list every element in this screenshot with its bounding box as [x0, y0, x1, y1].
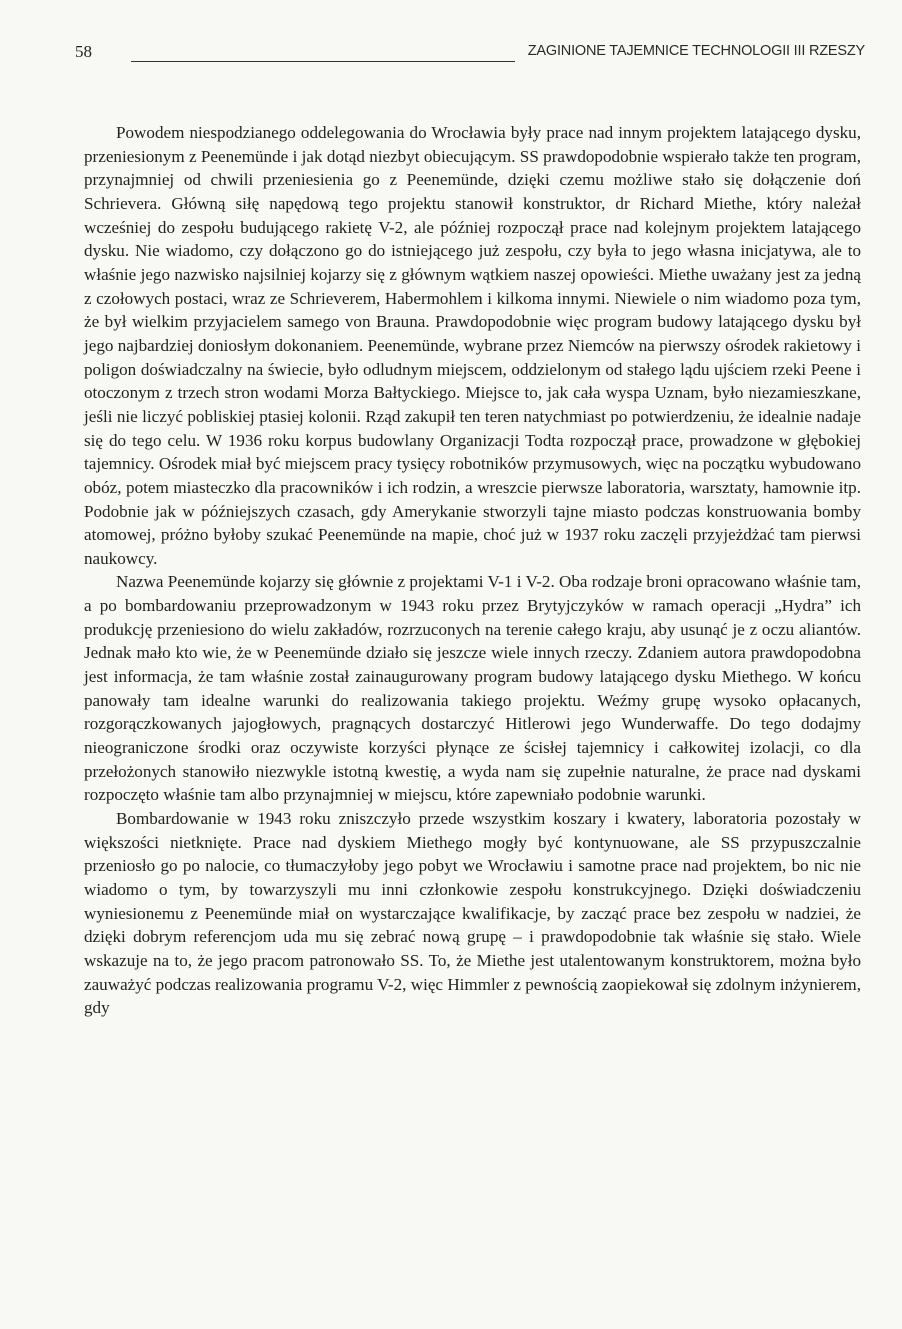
- page-number: 58: [75, 42, 92, 61]
- paragraph: Powodem niespodzianego oddelegowania do Wrocławia były prace nad innym projektem latającego dysku, przeniesionym z Peenemünde i jak dotąd niezbyt obiecującym. SS prawdopodobnie wspierało także ten program, przynajmniej od chwili przeniesienia go z Peenemünde, dzięki czemu możliwe stało się dołączenie doń Schrievera. Główną siłę napędową tego projektu stanowił konstruktor, dr Richard Miethe, który należał wcześniej do zespołu budującego rakietę V-2, ale później rozpoczął prace nad kolejnym projektem latającego dysku. Nie wiadomo, czy dołączono go do istniejącego już zespołu, czy była to jego własna inicjatywa, ale to właśnie jego nazwisko najsilniej kojarzy się z głównym wątkiem naszej opowieści. Miethe uważany jest za jedną z czołowych postaci, wraz ze Schrieverem, Habermohlem i kilkoma innymi. Niewiele o nim wiadomo poza tym, że był wielkim przyjacielem samego von Brauna. Prawdopodobnie więc program budowy latającego dysku był jego najbardziej doniosłym dokonaniem. Peenemünde, wybrane przez Niemców na pierwszy ośrodek rakietowy i poligon doświadczalny na świecie, było odludnym miejscem, oddzielonym od stałego lądu ujściem rzeki Peene i otoczonym z trzech stron wodami Morza Bałtyckiego. Miejsce to, jak cała wyspa Uznam, było niezamieszkane, jeśli nie liczyć pobliskiej ptasiej kolonii. Rząd zakupił ten teren natychmiast po potwierdzeniu, że idealnie nadaje się do tego celu. W 1936 roku korpus budowlany Organizacji Todta rozpoczął prace, prowadzone w głębokiej tajemnicy. Ośrodek miał być miejscem pracy tysięcy robotników przymusowych, więc na początku wybudowano obóz, potem miasteczko dla pracowników i ich rodzin, a wreszcie pierwsze laboratoria, warsztaty, hamownie itp. Podobnie jak w późniejszych czasach, gdy Amerykanie stworzyli tajne miasto podczas konstruowania bomby atomowej, próżno byłoby szukać Peenemünde na mapie, choć już w 1937 roku zaczęli przyjeżdżać tam pierwsi naukowcy.: [84, 123, 861, 568]
- header-rule: [131, 61, 515, 62]
- body-text: [84, 121, 861, 1020]
- paragraph: Bombardowanie w 1943 roku zniszczyło przede wszystkim koszary i kwatery, laboratoria pozostały w większości nietknięte. Prace nad dyskiem Miethego mogły być kontynuowane, ale SS przypuszczalnie przeniosło go po nalocie, co tłumaczyłoby jego pobyt we Wrocławiu i samotne prace nad projektem, bo nic nie wiadomo o tym, by towarzyszyli mu inni członkowie zespołu konstrukcyjnego. Dzięki doświadczeniu wyniesionemu z Peenemünde miał on wystarczające kwalifikacje, by zacząć prace bez zespołu w nadziei, że dzięki dobrym referencjom uda mu się zebrać nową grupę – i prawdopodobnie tak właśnie się stało. Wiele wskazuje na to, że jego pracom patronowało SS. To, że Miethe jest utalentowanym konstruktorem, można było zauważyć podczas realizowania programu V-2, więc Himmler z pewnością zaopiekował się zdolnym inżynierem, gdy: [84, 809, 861, 1018]
- page-header: [75, 36, 865, 66]
- paragraph: Nazwa Peenemünde kojarzy się głównie z projektami V-1 i V-2. Oba rodzaje broni opracowano właśnie tam, a po bombardowaniu przeprowadzonym w 1943 roku przez Brytyjczyków w ramach operacji „Hydra” ich produkcję przeniesiono do wielu zakładów, rozrzuconych na terenie całego kraju, aby usunąć je z oczu aliantów. Jednak mało kto wie, że w Peenemünde działo się jeszcze wiele innych rzeczy. Zdaniem autora prawdopodobna jest informacja, że tam właśnie został zainaugurowany program budowy latającego dysku Miethego. W końcu panowały tam idealne warunki do realizowania takiego projektu. Weźmy grupę wysoko opłacanych, rozgorączkowanych jajogłowych, pragnących dostarczyć Hitlerowi jego Wunderwaffe. Do tego dodajmy nieograniczone środki oraz oczywiste korzyści płynące ze ścisłej tajemnicy i całkowitej izolacji, co dla przełożonych stanowiło niezwykle istotną kwestię, a wyda nam się zupełnie naturalne, że prace nad dyskami rozpoczęto właśnie tam albo przynajmniej w miejscu, które zapewniało podobnie warunki.: [84, 572, 861, 805]
- running-title: ZAGINIONE TAJEMNICE TECHNOLOGII III RZESZY: [527, 43, 865, 59]
